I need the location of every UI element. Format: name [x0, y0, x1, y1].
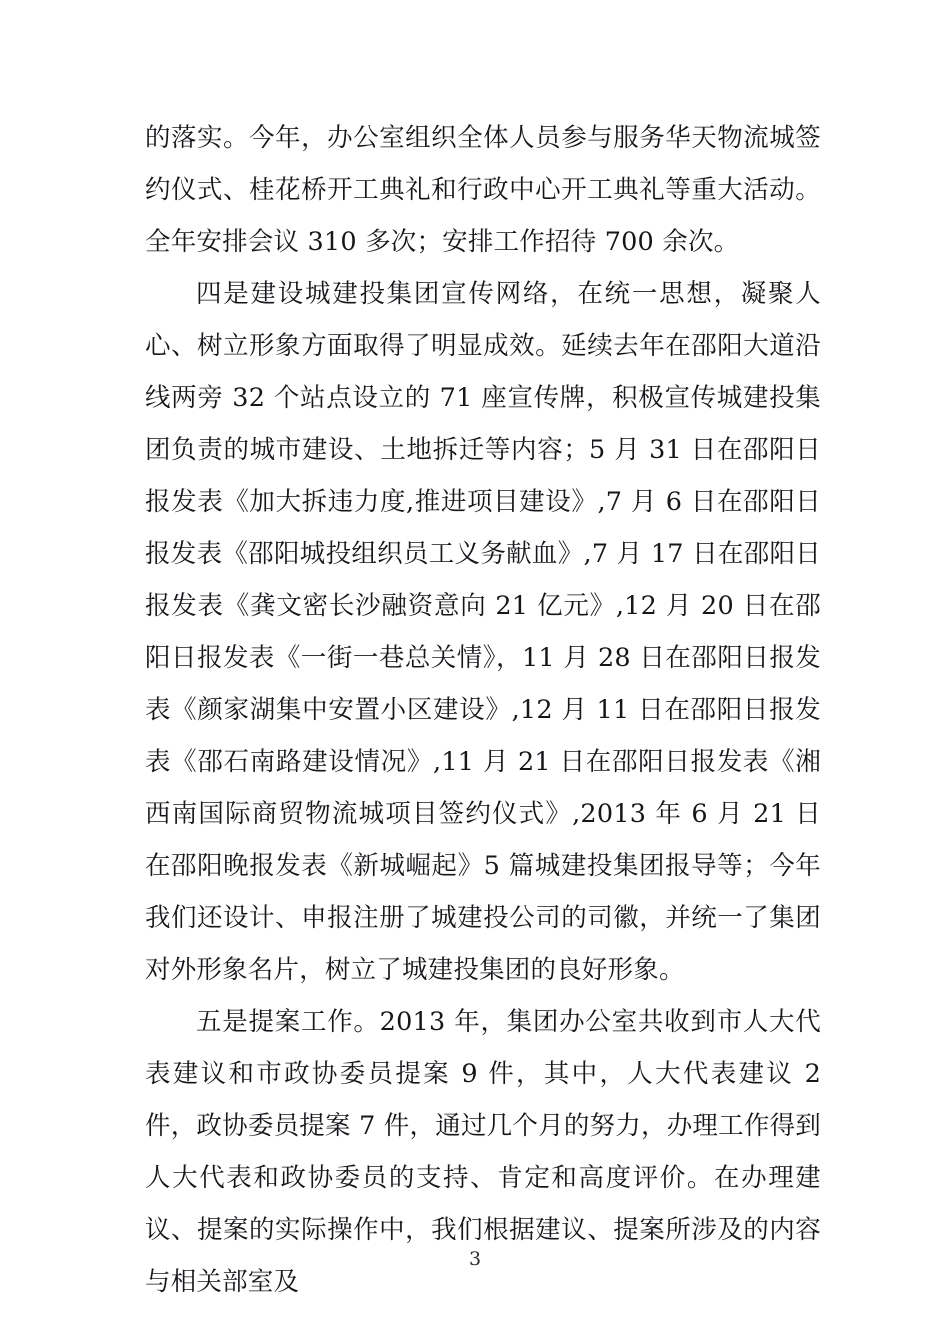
- document-text-body: [145, 112, 821, 1308]
- paragraph-continuation: 的落实。今年，办公室组织全体人员参与服务华天物流城签约仪式、桂花桥开工典礼和行政中心开工典礼等重大活动。全年安排会议 310 多次；安排工作招待 700 余次。: [145, 123, 821, 257]
- paragraph-item-five: 五是提案工作。2013 年，集团办公室共收到市人大代表建议和市政协委员提案 9 件，其中，人大代表建议 2 件，政协委员提案 7 件，通过几个月的努力，办理工作得到人大代表和政协委员的支持、肯定和高度评价。在办理建议、提案的实际操作中，我们根据建议、提案所涉及的内容与相关部室及: [145, 1007, 821, 1297]
- paragraph-item-four: 四是建设城建投集团宣传网络，在统一思想，凝聚人心、树立形象方面取得了明显成效。延续去年在邵阳大道沿线两旁 32 个站点设立的 71 座宣传牌，积极宣传城建投集团负责的城市建设、土地拆迁等内容；5 月 31 日在邵阳日报发表《加大拆违力度,推进项目建设》,7 月 6 日在邵阳日报发表《邵阳城投组织员工义务献血》,7 月 17 日在邵阳日报发表《龚文密长沙融资意向 21 亿元》,12 月 20 日在邵阳日报发表《一街一巷总关情》，11 月 28 日在邵阳日报发表《颜家湖集中安置小区建设》,12 月 11 日在邵阳日报发表《邵石南路建设情况》,11 月 21 日在邵阳日报发表《湘西南国际商贸物流城项目签约仪式》,2013 年 6 月 21 日在邵阳晚报发表《新城崛起》5 篇城建投集团报导等；今年我们还设计、申报注册了城建投公司的司徽，并统一了集团对外形象名片，树立了城建投集团的良好形象。: [145, 279, 821, 985]
- page-number: 3: [468, 1248, 482, 1270]
